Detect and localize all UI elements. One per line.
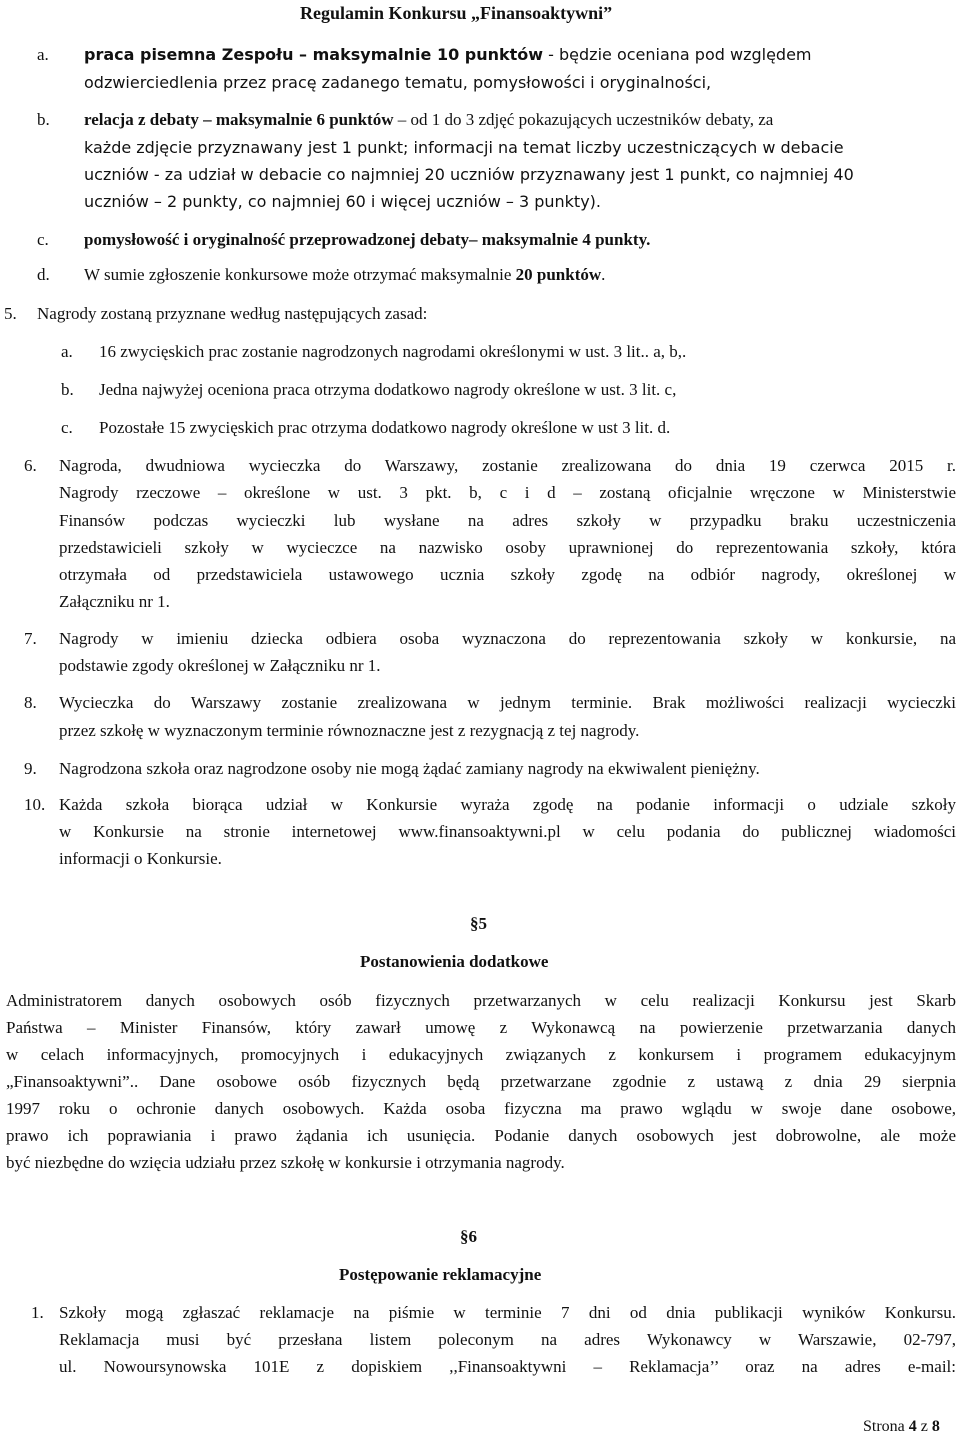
item7-number: 7. <box>24 629 37 648</box>
section6-title: Postępowanie reklamacyjne <box>339 1265 542 1284</box>
item8-line: Wycieczka do Warszawy zostanie zrealizowana w jednym terminie. Brak możliwości realizacji wycieczki <box>59 693 956 712</box>
footer-total-pages: 8 <box>931 1418 940 1435</box>
list-item-a-line2: odzwierciedlenia przez pracę zadanego tematu, pomysłowości i oryginalności, <box>84 73 712 92</box>
item-d-bold: 20 punktów <box>515 265 602 284</box>
item5-text: Nagrody zostaną przyznane według następujących zasad: <box>37 304 428 323</box>
list-item-b-line1 <box>84 110 773 130</box>
list-item-a-line1 <box>84 45 956 65</box>
item5-label-b: b. <box>61 380 74 399</box>
list-item-b-line2: każde zdjęcie przyznawany jest 1 punkt; informacji na temat liczby uczestniczących w debacie <box>84 138 844 157</box>
footer-prefix: Strona <box>863 1418 909 1435</box>
item5-b-text: Jedna najwyżej oceniona praca otrzyma dodatkowo nagrody określone w ust. 3 lit. c, <box>99 380 677 399</box>
item7-line: Nagrody w imieniu dziecka odbiera osoba wyznaczona do reprezentowania szkoły w konkursie, na <box>59 629 956 648</box>
section6-item1-line: Szkoły mogą zgłaszać reklamacje na piśmie w terminie 7 dni od dnia publikacji wyników Konkursu. <box>59 1303 956 1322</box>
item-b-rest: – od 1 do 3 zdjęć pokazujących uczestników debaty, za <box>393 110 774 129</box>
list-item-d <box>84 265 605 285</box>
item5-number: 5. <box>4 304 17 323</box>
item-a-rest: - będzie oceniana pod względem <box>543 45 812 64</box>
item8-number: 8. <box>24 693 37 712</box>
item10-line: informacji o Konkursie. <box>59 849 222 868</box>
section6-number: §6 <box>460 1227 477 1246</box>
item6-number: 6. <box>24 456 37 475</box>
item5-label-c: c. <box>61 418 73 437</box>
section6-item1-line: Reklamacja musi być przesłana listem poleconym na adres Wykonawcy w Warszawie, 02-797, <box>59 1330 956 1349</box>
item6-line: otrzymała od przedstawiciela ustawowego ucznia szkoły zgodę na odbiór nagrody, określonej w <box>59 565 956 584</box>
item5-c-text: Pozostałe 15 zwycięskich prac otrzyma dodatkowo nagrody określone w ust 3 lit. d. <box>99 418 671 437</box>
section5-line: „Finansoaktywni”.. Dane osobowe osób fizycznych będą przetwarzane zgodnie z ustawą z dnia 29 sierpnia <box>6 1072 956 1091</box>
item6-line: przedstawicieli szkoły w wycieczce na nazwisko osoby uprawnionej do reprezentowania szkoły, która <box>59 538 956 557</box>
item10-line: Każda szkoła biorąca udział w Konkursie wyraża zgodę na podanie informacji o udziale szkoły <box>59 795 956 814</box>
list-label-c: c. <box>37 230 49 249</box>
item5-label-a: a. <box>61 342 73 361</box>
item10-line: w Konkursie na stronie internetowej www.finansoaktywni.pl w celu podania do publicznej wiadomości <box>59 822 956 841</box>
list-item-b-line3: uczniów - za udział w debacie co najmniej 20 uczniów przyznawany jest 1 punkt, co najmniej 40 <box>84 165 854 184</box>
header-title: Regulamin Konkursu „Finansoaktywni” <box>300 3 613 23</box>
list-label-d: d. <box>37 265 50 284</box>
section5-number: §5 <box>470 914 487 933</box>
section5-line: prawo ich poprawiania i prawo żądania ich usunięcia. Podanie danych osobowych jest dobrowolne, ale może <box>6 1126 956 1145</box>
page-header <box>300 2 612 24</box>
item6-line: Nagrody rzeczowe – określone w ust. 3 pkt. b, c i d – zostaną oficjalnie wręczone w Ministerstwie <box>59 483 956 502</box>
item-a-bold: praca pisemna Zespołu – maksymalnie 10 punktów <box>84 45 544 64</box>
list-item-c: pomysłowość i oryginalność przeprowadzonej debaty– maksymalnie 4 punkty. <box>84 230 651 249</box>
section5-line: Państwa – Minister Finansów, który zawarł umowę z Wykonawcą na powierzenie przetwarzania danych <box>6 1018 956 1037</box>
page-footer <box>863 1418 940 1436</box>
item-b-bold: relacja z debaty – maksymalnie 6 punktów <box>84 110 394 129</box>
section5-line: być niezbędne do wzięcia udziału przez szkołę w konkursie i otrzymania nagrody. <box>6 1153 565 1172</box>
list-label-a: a. <box>37 45 49 64</box>
item6-line: Finansów podczas wycieczki lub wysłane na adres szkoły w przypadku braku uczestniczenia <box>59 511 956 530</box>
section5-line: Administratorem danych osobowych osób fizycznych przetwarzanych w celu realizacji Konkursu jest Skarb <box>6 991 956 1010</box>
item6-line: Nagroda, dwudniowa wycieczka do Warszawy, zostanie zrealizowana do dnia 19 czerwca 2015 r. <box>59 456 956 475</box>
section6-item1-line: ul. Nowoursynowska 101E z dopiskiem ,,Finansoaktywni – Reklamacja’’ oraz na adres e-mail: <box>59 1357 956 1376</box>
item-d-pre: W sumie zgłoszenie konkursowe może otrzymać maksymalnie <box>84 265 516 284</box>
item-d-post: . <box>601 265 606 284</box>
item10-number: 10. <box>24 795 46 814</box>
footer-current-page: 4 <box>908 1418 917 1435</box>
section5-line: 1997 roku o ochronie danych osobowych. Każda osoba fizyczna ma prawo wglądu w swoje dane osobowe, <box>6 1099 956 1118</box>
section6-item1-number: 1. <box>31 1303 44 1322</box>
item9-line: Nagrodzona szkoła oraz nagrodzone osoby nie mogą żądać zamiany nagrody na ekwiwalent pieniężny. <box>59 759 760 778</box>
item8-line: przez szkołę w wyznaczonym terminie równoznaczne jest z rezygnacją z tej nagrody. <box>59 721 640 740</box>
item9-number: 9. <box>24 759 37 778</box>
item7-line: podstawie zgody określonej w Załączniku nr 1. <box>59 656 381 675</box>
section5-line: w celach informacyjnych, promocyjnych i edukacyjnych związanych z konkursem i programem edukacyjnym <box>6 1045 956 1064</box>
section5-title: Postanowienia dodatkowe <box>360 952 549 971</box>
list-item-b-line4: uczniów – 2 punkty, co najmniej 60 i więcej uczniów – 3 punkty). <box>84 192 601 211</box>
list-label-b: b. <box>37 110 50 129</box>
footer-separator: z <box>916 1418 932 1435</box>
item5-a-text: 16 zwycięskich prac zostanie nagrodzonych nagrodami określonymi w ust. 3 lit.. a, b,. <box>99 342 687 361</box>
item6-line: Załączniku nr 1. <box>59 592 170 611</box>
